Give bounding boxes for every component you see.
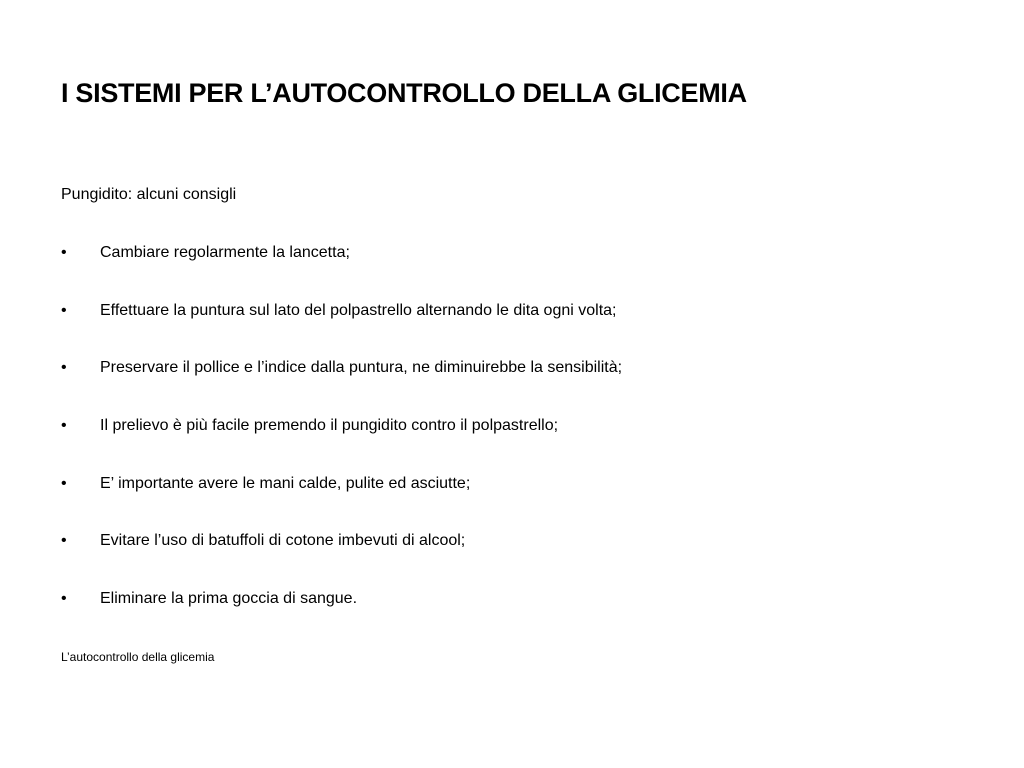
bullet-icon: •	[61, 417, 67, 435]
bullet-item	[61, 359, 622, 417]
bullet-icon: •	[61, 590, 67, 608]
bullet-item	[61, 417, 622, 475]
bullet-list	[61, 244, 622, 648]
slide-subtitle: Pungidito: alcuni consigli	[61, 186, 237, 203]
bullet-text: E’ importante avere le mani calde, pulite ed asciutte;	[100, 474, 471, 492]
slide-footer: L’autocontrollo della glicemia	[61, 650, 215, 664]
bullet-icon: •	[61, 359, 67, 377]
bullet-text: Il prelievo è più facile premendo il pungidito contro il polpastrello;	[100, 417, 559, 435]
bullet-icon: •	[61, 301, 67, 319]
bullet-item	[61, 532, 622, 590]
bullet-item	[61, 590, 622, 648]
bullet-item	[61, 244, 622, 302]
bullet-item	[61, 475, 622, 533]
bullet-text: Evitare l’uso di batuffoli di cotone imbevuti di alcool;	[100, 532, 466, 550]
bullet-text: Preservare il pollice e l’indice dalla puntura, ne diminuirebbe la sensibilità;	[100, 359, 623, 377]
bullet-icon: •	[61, 474, 67, 492]
bullet-item	[61, 302, 622, 360]
bullet-icon: •	[61, 532, 67, 550]
bullet-text: Cambiare regolarmente la lancetta;	[100, 244, 350, 261]
bullet-text: Effettuare la puntura sul lato del polpastrello alternando le dita ogni volta;	[100, 301, 617, 319]
bullet-icon: •	[61, 244, 67, 261]
bullet-text: Eliminare la prima goccia di sangue.	[100, 590, 358, 608]
slide-title: I SISTEMI PER L’AUTOCONTROLLO DELLA GLICEMIA	[61, 78, 747, 108]
